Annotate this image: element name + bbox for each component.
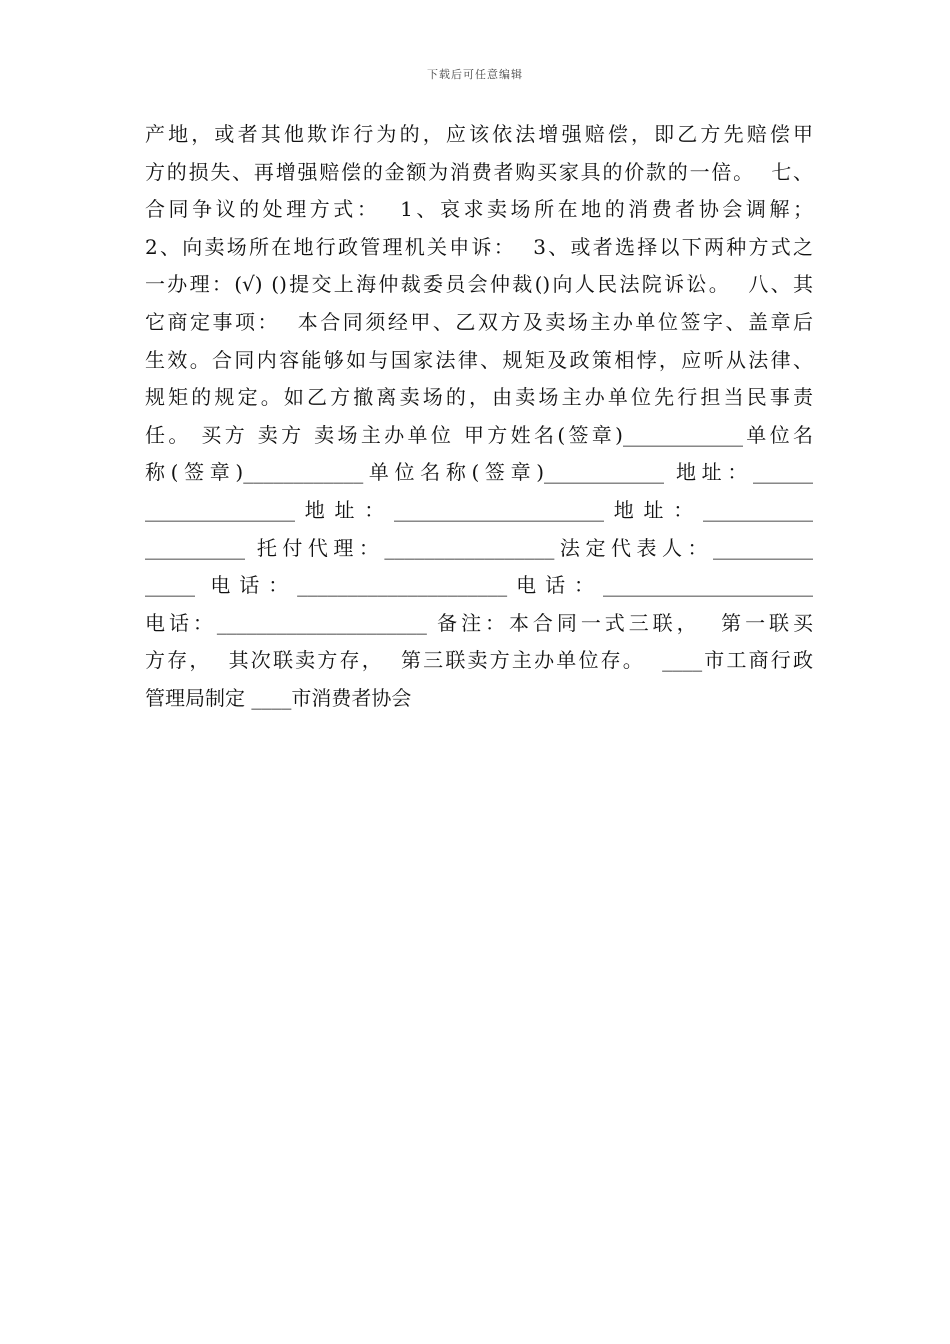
paragraph-line-1: 产地，或者其他欺诈行为的，应该依法增强赔偿，即乙方先赔偿甲 [145, 122, 813, 146]
paragraph-line-7: 生效。合同内容能够如与国家法律、规矩及政策相悖，应听从法律、 [145, 347, 813, 372]
document-body [145, 116, 813, 718]
paragraph-line-2: 方的损失、再增强赔偿的金额为消费者购买家具的价款的一倍。 七、 [145, 159, 813, 184]
phone-line: _____ 电话：_____________________电话：_____________________ [145, 573, 813, 598]
paragraph-line-4: 2、向卖场所在地行政管理机关申诉： 3、或者选择以下两种方式之 [145, 234, 813, 259]
remark-line-2: 方存， 其次联卖方存， 第三联卖方主办单位存。 ____市工商行政 [145, 648, 813, 673]
remark-line-1: 电话：_____________________ 备注：本合同一式三联， 第一联买 [145, 610, 813, 635]
page-header: 下载后可任意编辑 [427, 68, 523, 81]
paragraph-line-8: 规矩的规定。如乙方撤离卖场的，由卖场主办单位先行担当民事责 [145, 385, 813, 410]
paragraph-line-5: 一办理：(√) ()提交上海仲裁委员会仲裁()向人民法院诉讼。 八、其 [145, 272, 813, 297]
issuer-line: 管理局制定 ____市消费者协会 [145, 685, 412, 710]
paragraph-line-3: 合同争议的处理方式： 1、哀求卖场所在地的消费者协会调解； [145, 197, 813, 222]
signature-line-2: 称(签章)____________单位名称(签章)____________ 地址：______ [145, 460, 813, 485]
paragraph-line-6: 它商定事项： 本合同须经甲、乙双方及卖场主办单位签字、盖章后 [145, 309, 813, 334]
signature-line-1: 任。 买方 卖方 卖场主办单位 甲方姓名(签章)____________单位名 [145, 422, 813, 447]
agent-line: __________ 托付代理：_________________法定代表人：__________ [145, 535, 813, 560]
address-line: _______________地址：_____________________地址：___________ [145, 497, 813, 522]
